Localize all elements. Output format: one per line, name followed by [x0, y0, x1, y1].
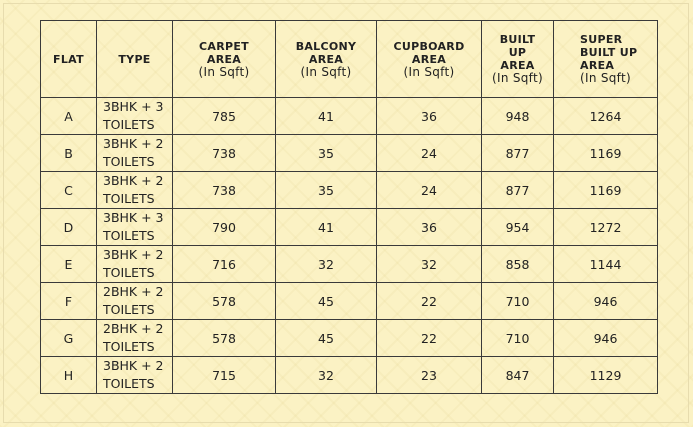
type-line2: TOILETS — [103, 339, 155, 354]
cupboard-cell: 24 — [377, 135, 482, 172]
carpet-cell: 738 — [173, 135, 276, 172]
type-cell — [97, 283, 173, 320]
type-cell — [97, 209, 173, 246]
super-built-up-cell: 946 — [554, 283, 658, 320]
header-super-built-up-line1: SUPER — [580, 33, 623, 46]
flat-cell: B — [41, 135, 97, 172]
balcony-cell: 45 — [276, 283, 377, 320]
header-balcony-unit: (In Sqft) — [300, 64, 352, 79]
type-cell — [97, 98, 173, 135]
built-up-cell: 858 — [482, 246, 554, 283]
flat-cell: F — [41, 283, 97, 320]
table-row — [41, 135, 658, 172]
carpet-cell: 790 — [173, 209, 276, 246]
header-cupboard-line1: CUPBOARD — [393, 39, 465, 53]
type-line2: TOILETS — [103, 117, 155, 132]
cupboard-cell: 36 — [377, 98, 482, 135]
type-line2: TOILETS — [103, 191, 155, 206]
header-cupboard-line2: AREA — [411, 52, 447, 66]
flat-cell: G — [41, 320, 97, 357]
header-carpet-line2: AREA — [206, 52, 242, 66]
cupboard-cell: 23 — [377, 357, 482, 394]
header-row — [41, 21, 658, 98]
super-built-up-cell: 1144 — [554, 246, 658, 283]
type-line2: TOILETS — [103, 302, 155, 317]
type-line1: 3BHK + 3 — [103, 99, 164, 114]
balcony-cell: 41 — [276, 98, 377, 135]
table-row — [41, 357, 658, 394]
type-line1: 3BHK + 2 — [103, 173, 164, 188]
flat-cell: A — [41, 98, 97, 135]
header-super-built-up-line2: BUILT UP — [580, 46, 638, 59]
type-line2: TOILETS — [103, 154, 155, 169]
carpet-cell: 738 — [173, 172, 276, 209]
header-cupboard-area — [377, 21, 482, 98]
built-up-cell: 948 — [482, 98, 554, 135]
balcony-cell: 41 — [276, 209, 377, 246]
type-line1: 2BHK + 2 — [103, 321, 164, 336]
super-built-up-cell: 1169 — [554, 135, 658, 172]
header-super-built-up-line3: AREA — [580, 59, 615, 72]
super-built-up-cell: 1272 — [554, 209, 658, 246]
header-built-up-line3: AREA — [500, 59, 535, 72]
header-built-up-line1: BUILT — [499, 33, 536, 46]
flat-cell: H — [41, 357, 97, 394]
carpet-cell: 715 — [173, 357, 276, 394]
type-line1: 3BHK + 2 — [103, 358, 164, 373]
type-line1: 3BHK + 2 — [103, 247, 164, 262]
built-up-cell: 710 — [482, 320, 554, 357]
carpet-cell: 785 — [173, 98, 276, 135]
balcony-cell: 32 — [276, 357, 377, 394]
header-built-up-unit: (In Sqft) — [492, 71, 543, 85]
header-built-up-line2: UP — [508, 46, 527, 59]
cupboard-cell: 22 — [377, 283, 482, 320]
flat-cell: D — [41, 209, 97, 246]
cupboard-cell: 22 — [377, 320, 482, 357]
balcony-cell: 45 — [276, 320, 377, 357]
header-balcony-area — [276, 21, 377, 98]
flat-cell: C — [41, 172, 97, 209]
header-cupboard-unit: (In Sqft) — [403, 64, 455, 79]
built-up-cell: 877 — [482, 135, 554, 172]
balcony-cell: 35 — [276, 172, 377, 209]
carpet-cell: 578 — [173, 320, 276, 357]
type-cell — [97, 320, 173, 357]
carpet-cell: 716 — [173, 246, 276, 283]
type-line2: TOILETS — [103, 265, 155, 280]
built-up-cell: 710 — [482, 283, 554, 320]
super-built-up-cell: 946 — [554, 320, 658, 357]
header-super-built-up-unit: (In Sqft) — [580, 71, 631, 85]
super-built-up-cell: 1264 — [554, 98, 658, 135]
type-line1: 3BHK + 3 — [103, 210, 164, 225]
type-cell — [97, 172, 173, 209]
header-super-built-up-area — [554, 21, 658, 98]
cupboard-cell: 36 — [377, 209, 482, 246]
built-up-cell: 847 — [482, 357, 554, 394]
type-line1: 3BHK + 2 — [103, 136, 164, 151]
table-row — [41, 283, 658, 320]
header-flat: FLAT — [41, 21, 97, 98]
cupboard-cell: 32 — [377, 246, 482, 283]
table-row — [41, 98, 658, 135]
header-carpet-unit: (In Sqft) — [198, 64, 250, 79]
header-type: TYPE — [97, 21, 173, 98]
type-line2: TOILETS — [103, 376, 155, 391]
table-row — [41, 209, 658, 246]
header-built-up-area — [482, 21, 554, 98]
cupboard-cell: 24 — [377, 172, 482, 209]
built-up-cell: 877 — [482, 172, 554, 209]
type-line2: TOILETS — [103, 228, 155, 243]
type-cell — [97, 246, 173, 283]
table-row — [41, 320, 658, 357]
balcony-cell: 32 — [276, 246, 377, 283]
flat-area-table — [40, 20, 658, 394]
header-balcony-line2: AREA — [308, 52, 344, 66]
type-line1: 2BHK + 2 — [103, 284, 164, 299]
header-carpet-area — [173, 21, 276, 98]
type-cell — [97, 357, 173, 394]
super-built-up-cell: 1129 — [554, 357, 658, 394]
flat-cell: E — [41, 246, 97, 283]
balcony-cell: 35 — [276, 135, 377, 172]
header-carpet-line1: CARPET — [199, 39, 249, 53]
table-row — [41, 246, 658, 283]
built-up-cell: 954 — [482, 209, 554, 246]
header-balcony-line1: BALCONY — [295, 39, 357, 53]
type-cell — [97, 135, 173, 172]
carpet-cell: 578 — [173, 283, 276, 320]
super-built-up-cell: 1169 — [554, 172, 658, 209]
table-row — [41, 172, 658, 209]
